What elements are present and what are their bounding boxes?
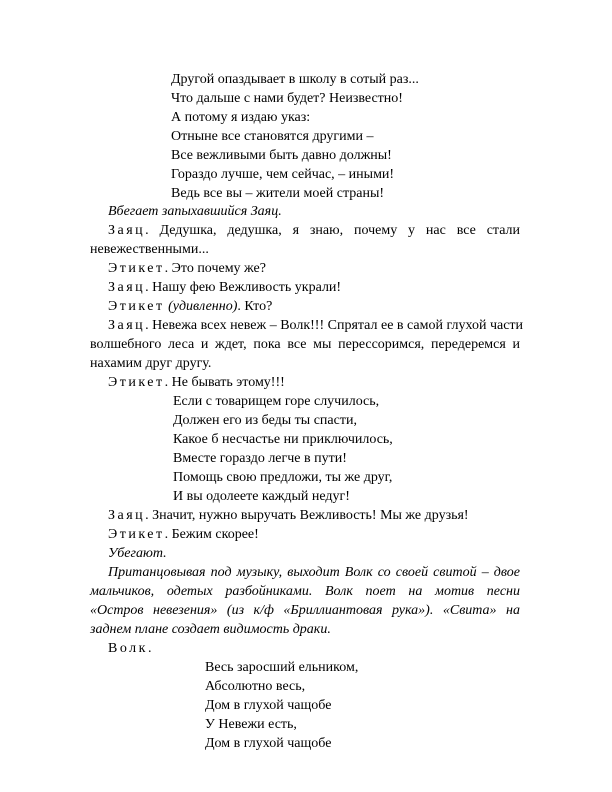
speaker-name: Волк (108, 641, 148, 656)
dialogue-text: Значит, нужно выручать Вежливость! Мы же друзья! (152, 508, 469, 523)
stage-direction: Вбегает запыхавшийся Заяц. (108, 204, 282, 219)
dialogue-line: Заяц. Нашу фею Вежливость украли! (108, 280, 342, 295)
speaker-name: Заяц (108, 280, 146, 295)
speaker-name: Этикет (108, 299, 165, 314)
speaker-name: Заяц (108, 508, 146, 523)
poem1-line-3: А потому я издаю указ: (171, 110, 311, 125)
stage-direction: Пританцовывая под музыку, выходит Волк со своей свитой – двое (108, 565, 520, 580)
poem2-line-6: И вы одолеете каждый недуг! (173, 489, 350, 504)
dialogue-line: Волк. (108, 641, 152, 656)
poem1-line-4: Отныне все становятся другими – (171, 129, 374, 144)
dialogue-text: Не бывать этому!!! (171, 375, 285, 390)
stage-direction: мальчиков, одетых разбойниками. Волк поет на мотив песни (90, 584, 520, 599)
dialogue-continuation: волшебного леса и ждет, пока все мы перессоримся, передеремся и (90, 337, 520, 352)
dialogue-text: Дедушка, дедушка, я знаю, почему у нас все стали (159, 223, 521, 238)
stage-remark: (удивленно) (168, 299, 238, 314)
dialogue-text: Это почему же? (171, 261, 266, 276)
speaker-name: Заяц (108, 223, 146, 238)
dialogue-text: Бежим скорее! (171, 527, 259, 542)
speaker-name: Этикет (108, 261, 165, 276)
stage-direction: заднем плане создает видимость драки. (90, 622, 331, 637)
poem2-line-4: Вместе гораздо легче в пути! (173, 451, 347, 466)
poem2-line-1: Если с товарищем горе случилось, (173, 394, 380, 409)
poem1-line-1: Другой опаздывает в школу в сотый раз... (171, 72, 419, 87)
dialogue-line: Этикет (удивленно). Кто? (108, 299, 273, 314)
dialogue-text: Невежа всех невеж – Волк!!! Спрятал ее в самой глухой части (152, 318, 524, 333)
dialogue-continuation: невежественными... (90, 242, 209, 257)
dialogue-text: Кто? (244, 299, 273, 314)
poem1-line-2: Что дальше с нами будет? Неизвестно! (171, 91, 403, 106)
poem1-line-5: Все вежливыми быть давно должны! (171, 148, 392, 163)
poem1-line-6: Гораздо лучше, чем сейчас, – иными! (171, 167, 395, 182)
dialogue-continuation: нахамим друг другу. (90, 356, 212, 371)
poem2-line-5: Помощь свою предложи, ты же друг, (173, 470, 393, 485)
poem2-line-2: Должен его из беды ты спасти, (173, 413, 357, 428)
poem3-line-5: Дом в глухой чащобе (205, 736, 332, 751)
speaker-name: Заяц (108, 318, 146, 333)
dialogue-text: Нашу фею Вежливость украли! (152, 280, 342, 295)
poem3-line-1: Весь заросший ельником, (205, 660, 359, 675)
poem1-line-7: Ведь все вы – жители моей страны! (171, 186, 385, 201)
poem3-line-2: Абсолютно весь, (205, 679, 306, 694)
stage-direction: Убегают. (108, 546, 167, 561)
dialogue-line: Заяц. Значит, нужно выручать Вежливость! Мы же друзья! (108, 508, 469, 523)
speaker-name: Этикет (108, 527, 165, 542)
dialogue-line: Заяц. Невежа всех невеж – Волк!!! Спрятал ее в самой глухой части (108, 318, 524, 333)
poem2-line-3: Какое б несчастье ни приключилось, (173, 432, 393, 447)
dialogue-line: Этикет. Это почему же? (108, 261, 266, 276)
stage-direction: «Остров невезения» (из к/ф «Бриллиантовая рука»). «Свита» на (90, 603, 520, 618)
poem3-line-4: У Невежи есть, (205, 717, 297, 732)
speaker-name: Этикет (108, 375, 165, 390)
dialogue-line: Этикет. Не бывать этому!!! (108, 375, 285, 390)
poem3-line-3: Дом в глухой чащобе (205, 698, 332, 713)
dialogue-line: Этикет. Бежим скорее! (108, 527, 259, 542)
dialogue-line: Заяц. Дедушка, дедушка, я знаю, почему у нас все стали (108, 223, 521, 238)
